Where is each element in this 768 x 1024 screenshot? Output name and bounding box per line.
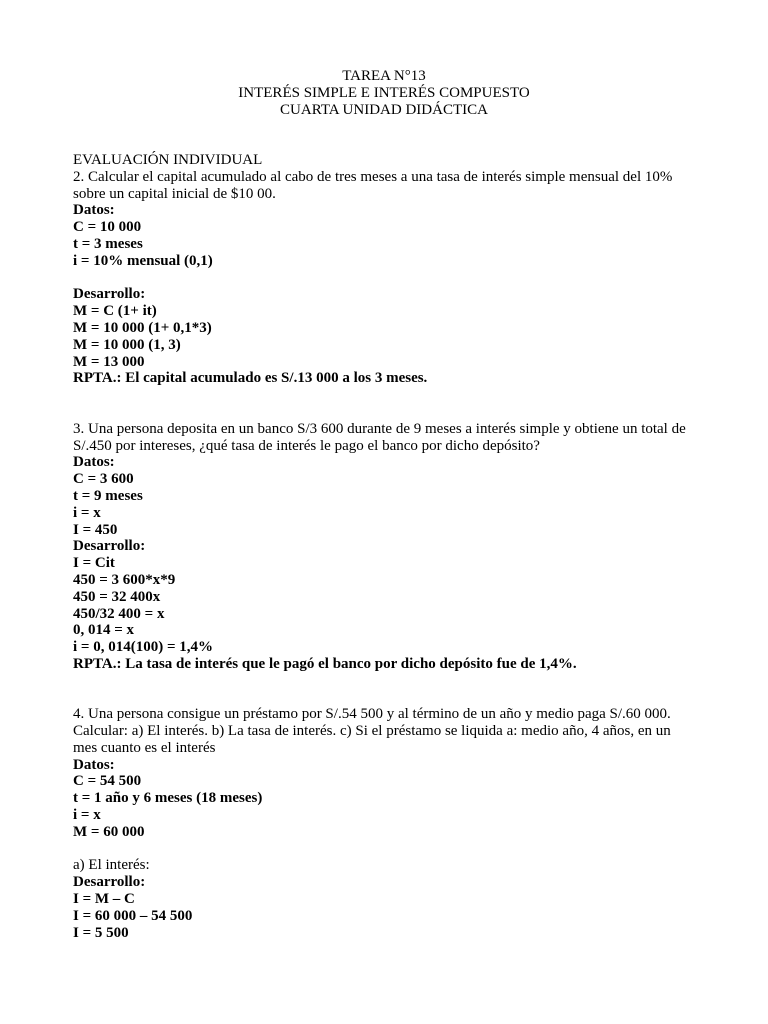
problem-3-step: I = Cit — [73, 555, 115, 572]
problem-3-step: 0, 014 = x — [73, 622, 135, 639]
problem-4-step: I = 5 500 — [73, 924, 129, 941]
problem-4-step: I = 60 000 – 54 500 — [73, 907, 193, 924]
spacer — [73, 673, 697, 707]
problem-3-dato: t = 9 meses — [73, 487, 143, 504]
problem-3-dato: i = x — [73, 504, 101, 521]
problem-3-desarrollo-label: Desarrollo: — [73, 538, 146, 555]
problem-4-step: I = M – C — [73, 891, 135, 908]
problem-4-desarrollo-label: Desarrollo: — [73, 874, 146, 891]
document-body — [73, 152, 697, 941]
problem-4-dato: C = 54 500 — [73, 773, 142, 790]
problem-4-dato: i = x — [73, 807, 101, 824]
problem-3-dato: C = 3 600 — [73, 471, 134, 488]
problem-4-statement: 4. Una persona consigue un préstamo por S/.54 500 y al término de un año y medio paga S/.60 000. Calcular: a) El interés. b) La tasa de interés. c) Si el préstamo se liquida a: medio año, 4 años, en un mes cuanto es el interés — [73, 706, 671, 756]
problem-4-dato: M = 60 000 — [73, 823, 145, 840]
problem-4-part-a: a) El interés: — [73, 857, 150, 874]
section-title: EVALUACIÓN INDIVIDUAL — [73, 152, 263, 168]
assignment-subtitle: INTERÉS SIMPLE E INTERÉS COMPUESTO — [238, 85, 530, 101]
problem-2-statement: 2. Calcular el capital acumulado al cabo de tres meses a una tasa de interés simple mensual del 10% sobre un capital inicial de $10 00. — [73, 168, 673, 202]
problem-3-datos-label: Datos: — [73, 454, 115, 471]
problem-2-step: M = 13 000 — [73, 353, 145, 370]
problem-2-dato: i = 10% mensual (0,1) — [73, 252, 213, 269]
document-header — [0, 68, 768, 119]
problem-3-step: 450/32 400 = x — [73, 605, 165, 622]
problem-2-dato: t = 3 meses — [73, 235, 143, 252]
problem-3-statement: 3. Una persona deposita en un banco S/3 600 durante de 9 meses a interés simple y obtiene un total de S/.450 por intereses, ¿qué tasa de interés le pago el banco por dicho depósito? — [73, 420, 686, 454]
problem-3-answer: RPTA.: La tasa de interés que le pagó el banco por dicho depósito fue de 1,4%. — [73, 655, 577, 672]
problem-2-desarrollo-label: Desarrollo: — [73, 286, 146, 303]
problem-2-answer: RPTA.: El capital acumulado es S/.13 000 a los 3 meses. — [73, 370, 428, 387]
assignment-title: TAREA N°13 — [342, 68, 426, 84]
problem-2-dato: C = 10 000 — [73, 219, 142, 236]
problem-2-datos-label: Datos: — [73, 202, 115, 219]
spacer — [73, 387, 697, 421]
problem-2-step: M = 10 000 (1, 3) — [73, 336, 181, 353]
spacer — [73, 270, 697, 287]
unit-title: CUARTA UNIDAD DIDÁCTICA — [280, 102, 488, 118]
problem-2-step: M = C (1+ it) — [73, 303, 157, 320]
problem-4-datos-label: Datos: — [73, 756, 115, 773]
problem-4-dato: t = 1 año y 6 meses (18 meses) — [73, 790, 263, 807]
problem-3-step: 450 = 32 400x — [73, 588, 161, 605]
spacer — [73, 841, 697, 858]
problem-3-step: i = 0, 014(100) = 1,4% — [73, 639, 214, 656]
problem-3-step: 450 = 3 600*x*9 — [73, 571, 176, 588]
problem-2-step: M = 10 000 (1+ 0,1*3) — [73, 319, 212, 336]
problem-3-dato: I = 450 — [73, 521, 118, 538]
